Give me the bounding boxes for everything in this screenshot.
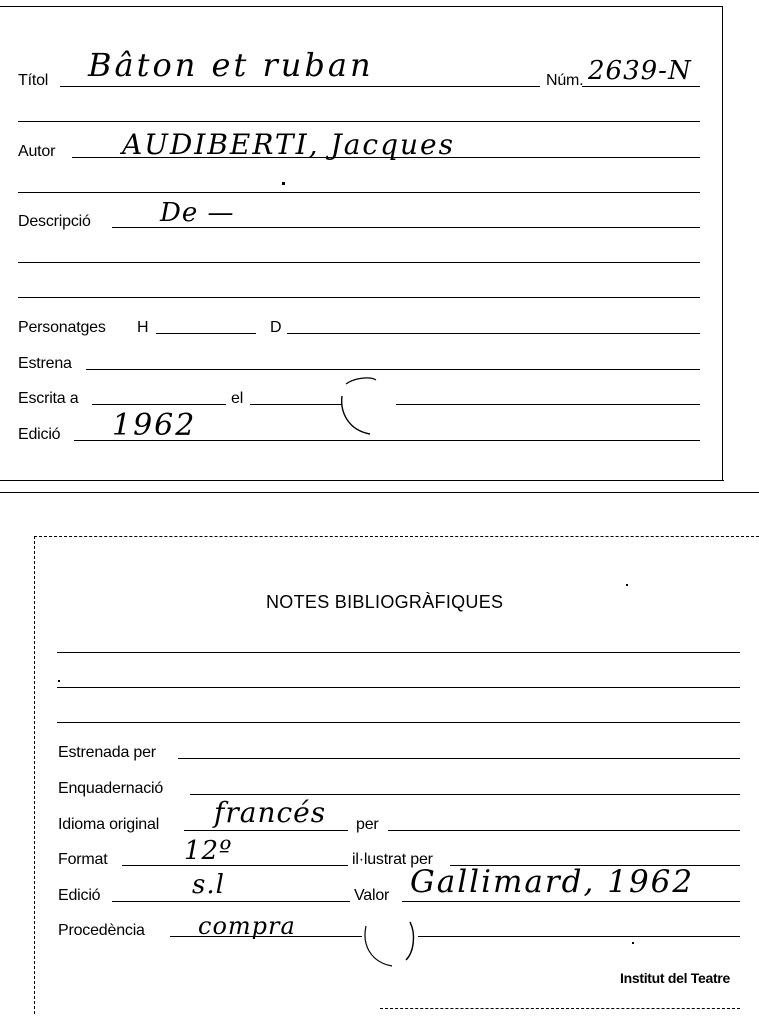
card-right-edge: [722, 6, 723, 480]
per-label: per: [356, 816, 379, 833]
card-bottom-edge: [0, 480, 724, 481]
blank-line-3: [18, 262, 700, 263]
h-label: H: [137, 319, 149, 336]
valor-line: [402, 901, 740, 902]
back-edicio-handwriting: s.l: [192, 870, 225, 900]
back-left-edge: [34, 536, 35, 1014]
titol-label: Títol: [18, 72, 49, 89]
idioma-handwriting: francés: [214, 796, 327, 829]
autor-label: Autor: [18, 143, 56, 160]
procedencia-line-b: [418, 936, 740, 937]
enquadernacio-label: Enquadernació: [58, 780, 164, 797]
format-line: [122, 865, 348, 866]
titol-handwriting: Bâton et ruban: [88, 46, 374, 84]
enquadernacio-line: [190, 794, 740, 795]
edicio-handwriting: 1962: [112, 408, 197, 443]
d-label: D: [270, 319, 282, 336]
scan-separator: [0, 492, 759, 493]
titol-line: [60, 86, 540, 87]
notes-line-3: [57, 722, 740, 723]
estrena-line: [86, 369, 700, 370]
d-line: [287, 333, 700, 334]
estrena-label: Estrena: [18, 355, 72, 372]
back-top-edge: [34, 536, 759, 537]
escrita-label: Escrita a: [18, 390, 79, 407]
back-edicio-label: Edició: [58, 887, 101, 904]
notes-heading: NOTES BIBLIOGRÀFIQUES: [266, 592, 504, 612]
blank-line-2: [18, 192, 700, 193]
speck: [632, 942, 634, 944]
personatges-label: Personatges: [18, 319, 106, 336]
valor-label: Valor: [354, 887, 390, 904]
descripcio-handwriting: De —: [160, 198, 235, 228]
back-bottom-edge: [380, 1008, 740, 1009]
illustrat-label: il·lustrat per: [352, 851, 433, 868]
institution-label: Institut del Teatre: [620, 970, 730, 986]
blank-line-4: [18, 297, 700, 298]
back-card: [0, 530, 759, 1028]
edge-mark: [722, 462, 727, 476]
punch-hole-back: [358, 914, 424, 974]
card-top-edge: [0, 6, 722, 7]
estrenada-label: Estrenada per: [58, 744, 156, 761]
valor-handwriting: Gallimard, 1962: [410, 864, 695, 900]
autor-handwriting: AUDIBERTI, Jacques: [122, 128, 455, 161]
dot-mark: [282, 182, 285, 185]
estrenada-line: [178, 758, 740, 759]
el-label: el: [231, 390, 244, 407]
idioma-line: [184, 830, 348, 831]
format-handwriting: 12º: [184, 836, 233, 866]
num-handwriting: 2639-N: [588, 56, 692, 86]
procedencia-handwriting: compra: [198, 912, 296, 940]
back-edicio-line: [112, 901, 350, 902]
idioma-label: Idioma original: [58, 816, 160, 833]
notes-line-2: [57, 687, 740, 688]
el-line-b: [396, 404, 700, 405]
format-label: Format: [58, 851, 108, 868]
h-line: [156, 333, 256, 334]
num-label: Núm.: [546, 72, 584, 89]
speck: [58, 680, 60, 682]
edicio-label: Edició: [18, 426, 61, 443]
per-line: [388, 830, 740, 831]
escrita-line: [92, 404, 226, 405]
front-card: [0, 0, 759, 490]
el-line-a: [250, 404, 342, 405]
num-line: [582, 86, 700, 87]
speck: [626, 584, 628, 586]
notes-line-1: [57, 652, 740, 653]
descripcio-label: Descripció: [18, 213, 91, 230]
punch-hole-front: [336, 374, 396, 438]
procedencia-label: Procedència: [58, 922, 145, 939]
blank-line-1: [18, 121, 700, 122]
